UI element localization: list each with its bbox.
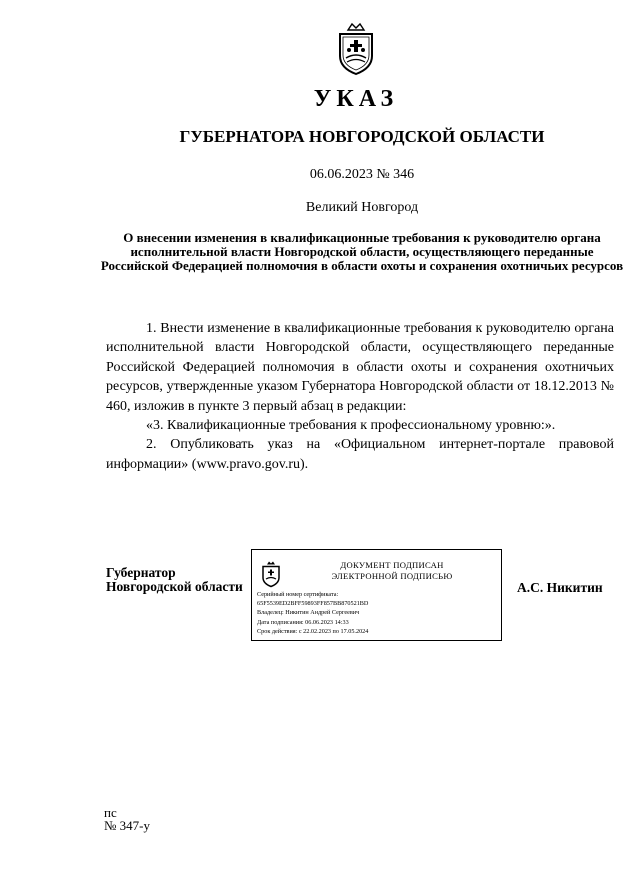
footer-note bbox=[104, 806, 150, 832]
stamp-details bbox=[257, 590, 499, 636]
issuer-title: ГУБЕРНАТОРА НОВГОРОДСКОЙ ОБЛАСТИ bbox=[179, 127, 545, 146]
city: Великий Новгород bbox=[305, 200, 419, 215]
signed-date: Дата подписания: 06.06.2023 14:33 bbox=[257, 618, 349, 626]
signer-position-line: Новгородской области bbox=[106, 579, 243, 594]
cert-validity: Срок действия: с 22.02.2023 по 17.05.2024 bbox=[257, 627, 369, 635]
signer-position bbox=[106, 566, 243, 594]
stamp-title bbox=[292, 560, 492, 582]
electronic-signature-stamp bbox=[251, 549, 502, 641]
paragraph: 1. Внести изменение в квалификационные требования к руководителю органа исполнительной власти Новгородской области, осуществляющего переданные Российской Федерацией полномочия в области охоты и сохранения охотничьих ресурсов, утвержденные указом Губернатора Новгородской области от 18.12.2013 № 460, изложив в пункте 3 первый абзац в редакции: bbox=[106, 321, 614, 414]
signer-name: А.С. Никитин bbox=[517, 580, 603, 595]
cert-label: Серийный номер сертификата: bbox=[257, 591, 339, 598]
coat-of-arms-icon bbox=[334, 22, 378, 76]
stamp-title-line: ДОКУМЕНТ ПОДПИСАН bbox=[340, 560, 444, 570]
document-heading: О внесении изменения в квалификационные требования к руководителю органа исполнительной власти Новгородской области, осуществляющего переданные Российской Федерацией полномочия в области охоты и сохранения охотничьих ресурсов bbox=[100, 230, 624, 273]
coat-of-arms-icon bbox=[260, 560, 282, 588]
document-body bbox=[106, 319, 614, 474]
cert-owner: Владелец: Никитин Андрей Сергеевич bbox=[257, 609, 360, 617]
footer-line: № 347-у bbox=[104, 818, 150, 833]
date-number: 06.06.2023 № 346 bbox=[309, 167, 415, 182]
paragraph: «3. Квалификационные требования к профессиональному уровню:». bbox=[146, 418, 556, 434]
signer-position-line: Губернатор bbox=[106, 565, 176, 580]
cert-number: 65F5539ED2BFF59893FF857BB870521BD bbox=[257, 600, 369, 608]
footer-line: пс bbox=[104, 805, 117, 820]
document-title: УКАЗ bbox=[313, 86, 399, 112]
stamp-title-line: ЭЛЕКТРОННОЙ ПОДПИСЬЮ bbox=[331, 571, 453, 581]
paragraph: 2. Опубликовать указ на «Официальном интернет-портале правовой информации» (www.pravo.gov.ru). bbox=[106, 437, 614, 472]
